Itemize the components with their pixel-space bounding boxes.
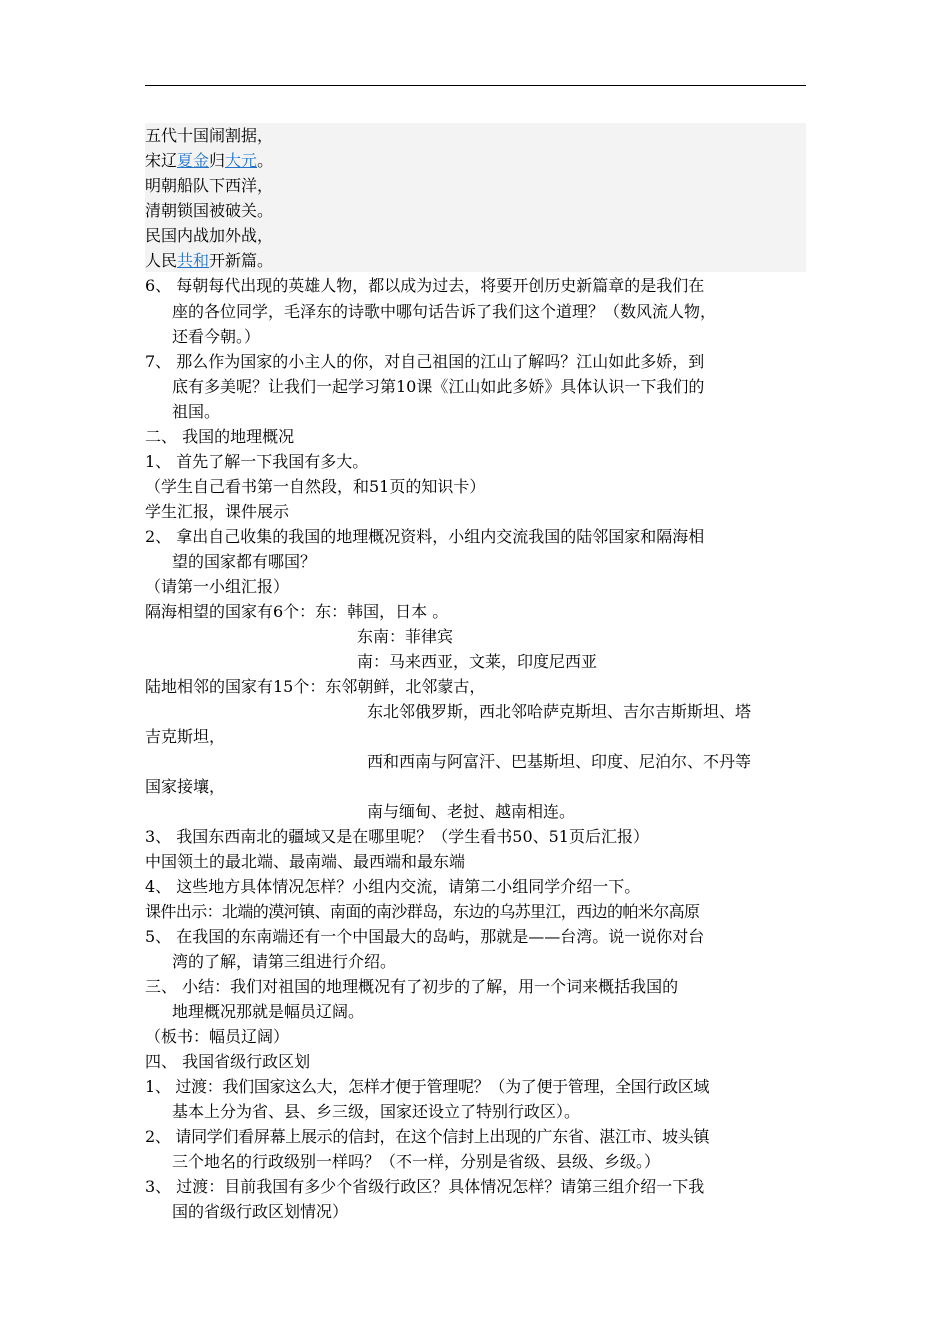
s4-point-3-line-1: 3、 过渡：目前我国有多少个省级行政区？具体情况怎样？请第三组介绍一下我 (145, 1177, 705, 1196)
header-rule (145, 85, 806, 86)
land-neighbors-line-1: 陆地相邻的国家有15个：东邻朝鲜，北邻蒙古， (145, 677, 486, 696)
s2-point-2-line-2: 望的国家都有哪国？ (172, 552, 317, 571)
section-3-line-2: 地理概况那就是幅员辽阔。 (172, 1002, 365, 1021)
poem-line-3: 明朝船队下西洋， (145, 176, 274, 195)
s2-point-5-line-2: 湾的了解，请第三组进行介绍。 (172, 952, 397, 971)
poem-line-2-mid: 归 (209, 151, 226, 170)
s4-point-3-line-2: 国的省级行政区划情况） (172, 1202, 349, 1221)
s4-point-1-line-2: 基本上分为省、县、乡三级，国家还设立了特别行政区）。 (172, 1102, 581, 1121)
item-7-line-2: 底有多美呢？让我们一起学习第10课《江山如此多娇》具体认识一下我们的 (172, 377, 705, 396)
s2-point-1-report: 学生汇报，课件展示 (145, 502, 290, 521)
item-6-line-2: 座的各位同学，毛泽东的诗歌中哪句话告诉了我们这个道理？（数风流人物， (172, 302, 717, 321)
section-4-heading: 四、 我国省级行政区划 (145, 1052, 311, 1071)
land-neighbors-line-4: 西和西南与阿富汗、巴基斯坦、印度、尼泊尔、不丹等 (367, 752, 752, 771)
sea-neighbors-line-2: 东南：菲律宾 (357, 627, 454, 646)
sea-neighbors-line-3: 南：马来西亚，文莱，印度尼西亚 (357, 652, 598, 671)
item-6-line-3: 还看今朝。） (172, 327, 261, 346)
land-neighbors-line-3: 吉克斯坦， (145, 727, 226, 746)
s2-point-2-note: （请第一小组汇报） (145, 577, 290, 596)
s2-point-4: 4、 这些地方具体情况怎样？小组内交流，请第二小组同学介绍一下。 (145, 877, 641, 896)
s2-point-4-answer: 课件出示：北端的漠河镇、南面的南沙群岛，东边的乌苏里江，西边的帕米尔高原 (145, 902, 700, 921)
s4-point-2-line-2: 三个地名的行政级别一样吗？（不一样，分别是省级、县级、乡级。） (172, 1152, 661, 1171)
poem-line-6 (145, 251, 273, 271)
s2-point-2-line-1: 2、 拿出自己收集的我国的地理概况资料，小组内交流我国的陆邻国家和隔海相 (145, 527, 705, 546)
poem-line-2 (145, 151, 273, 171)
s2-point-5-line-1: 5、 在我国的东南端还有一个中国最大的岛屿，那就是——台湾。说一说你对台 (145, 927, 705, 946)
poem-line-6-post: 开新篇。 (209, 251, 274, 270)
land-neighbors-line-6: 南与缅甸、老挝、越南相连。 (367, 802, 576, 821)
poem-line-5: 民国内战加外战， (145, 226, 274, 245)
land-neighbors-line-5: 国家接壤， (145, 777, 226, 796)
s2-point-3: 3、 我国东西南北的疆域又是在哪里呢？（学生看书50、51页后汇报） (145, 827, 649, 846)
poem-line-4: 清朝锁国被破关。 (145, 201, 274, 220)
link-xiajin[interactable]: 夏金 (177, 151, 210, 170)
section-2-heading: 二、 我国的地理概况 (145, 427, 295, 446)
poem-line-6-pre: 人民 (145, 251, 178, 270)
link-dayuan[interactable]: 大元 (225, 151, 258, 170)
sea-neighbors-line-1: 隔海相望的国家有6个：东：韩国，日本 。 (145, 602, 449, 621)
s2-point-1: 1、 首先了解一下我国有多大。 (145, 452, 369, 471)
link-gonghe[interactable]: 共和 (177, 251, 210, 270)
section-3-line-1: 三、 小结：我们对祖国的地理概况有了初步的了解，用一个词来概括我国的 (145, 977, 679, 996)
s2-point-3-answer: 中国领土的最北端、最南端、最西端和最东端 (145, 852, 466, 871)
s2-point-1-note: （学生自己看书第一自然段，和51页的知识卡） (145, 477, 486, 496)
item-6-line-1: 6、 每朝每代出现的英雄人物，都以成为过去，将要开创历史新篇章的是我们在 (145, 276, 705, 295)
land-neighbors-line-2: 东北邻俄罗斯，西北邻哈萨克斯坦、吉尔吉斯斯坦、塔 (367, 702, 752, 721)
poem-line-2-post: 。 (257, 151, 274, 170)
s4-point-1-line-1: 1、 过渡：我们国家这么大，怎样才便于管理呢？（为了便于管理，全国行政区域 (145, 1077, 710, 1096)
section-3-board-note: （板书：幅员辽阔） (145, 1027, 290, 1046)
item-7-line-3: 祖国。 (172, 402, 221, 421)
s4-point-2-line-1: 2、 请同学们看屏幕上展示的信封，在这个信封上出现的广东省、湛江市、坡头镇 (145, 1127, 710, 1146)
item-7-line-1: 7、 那么作为国家的小主人的你，对自己祖国的江山了解吗？江山如此多娇，到 (145, 352, 705, 371)
poem-line-2-pre: 宋辽 (145, 151, 178, 170)
poem-line-1: 五代十国闹割据， (145, 126, 274, 145)
